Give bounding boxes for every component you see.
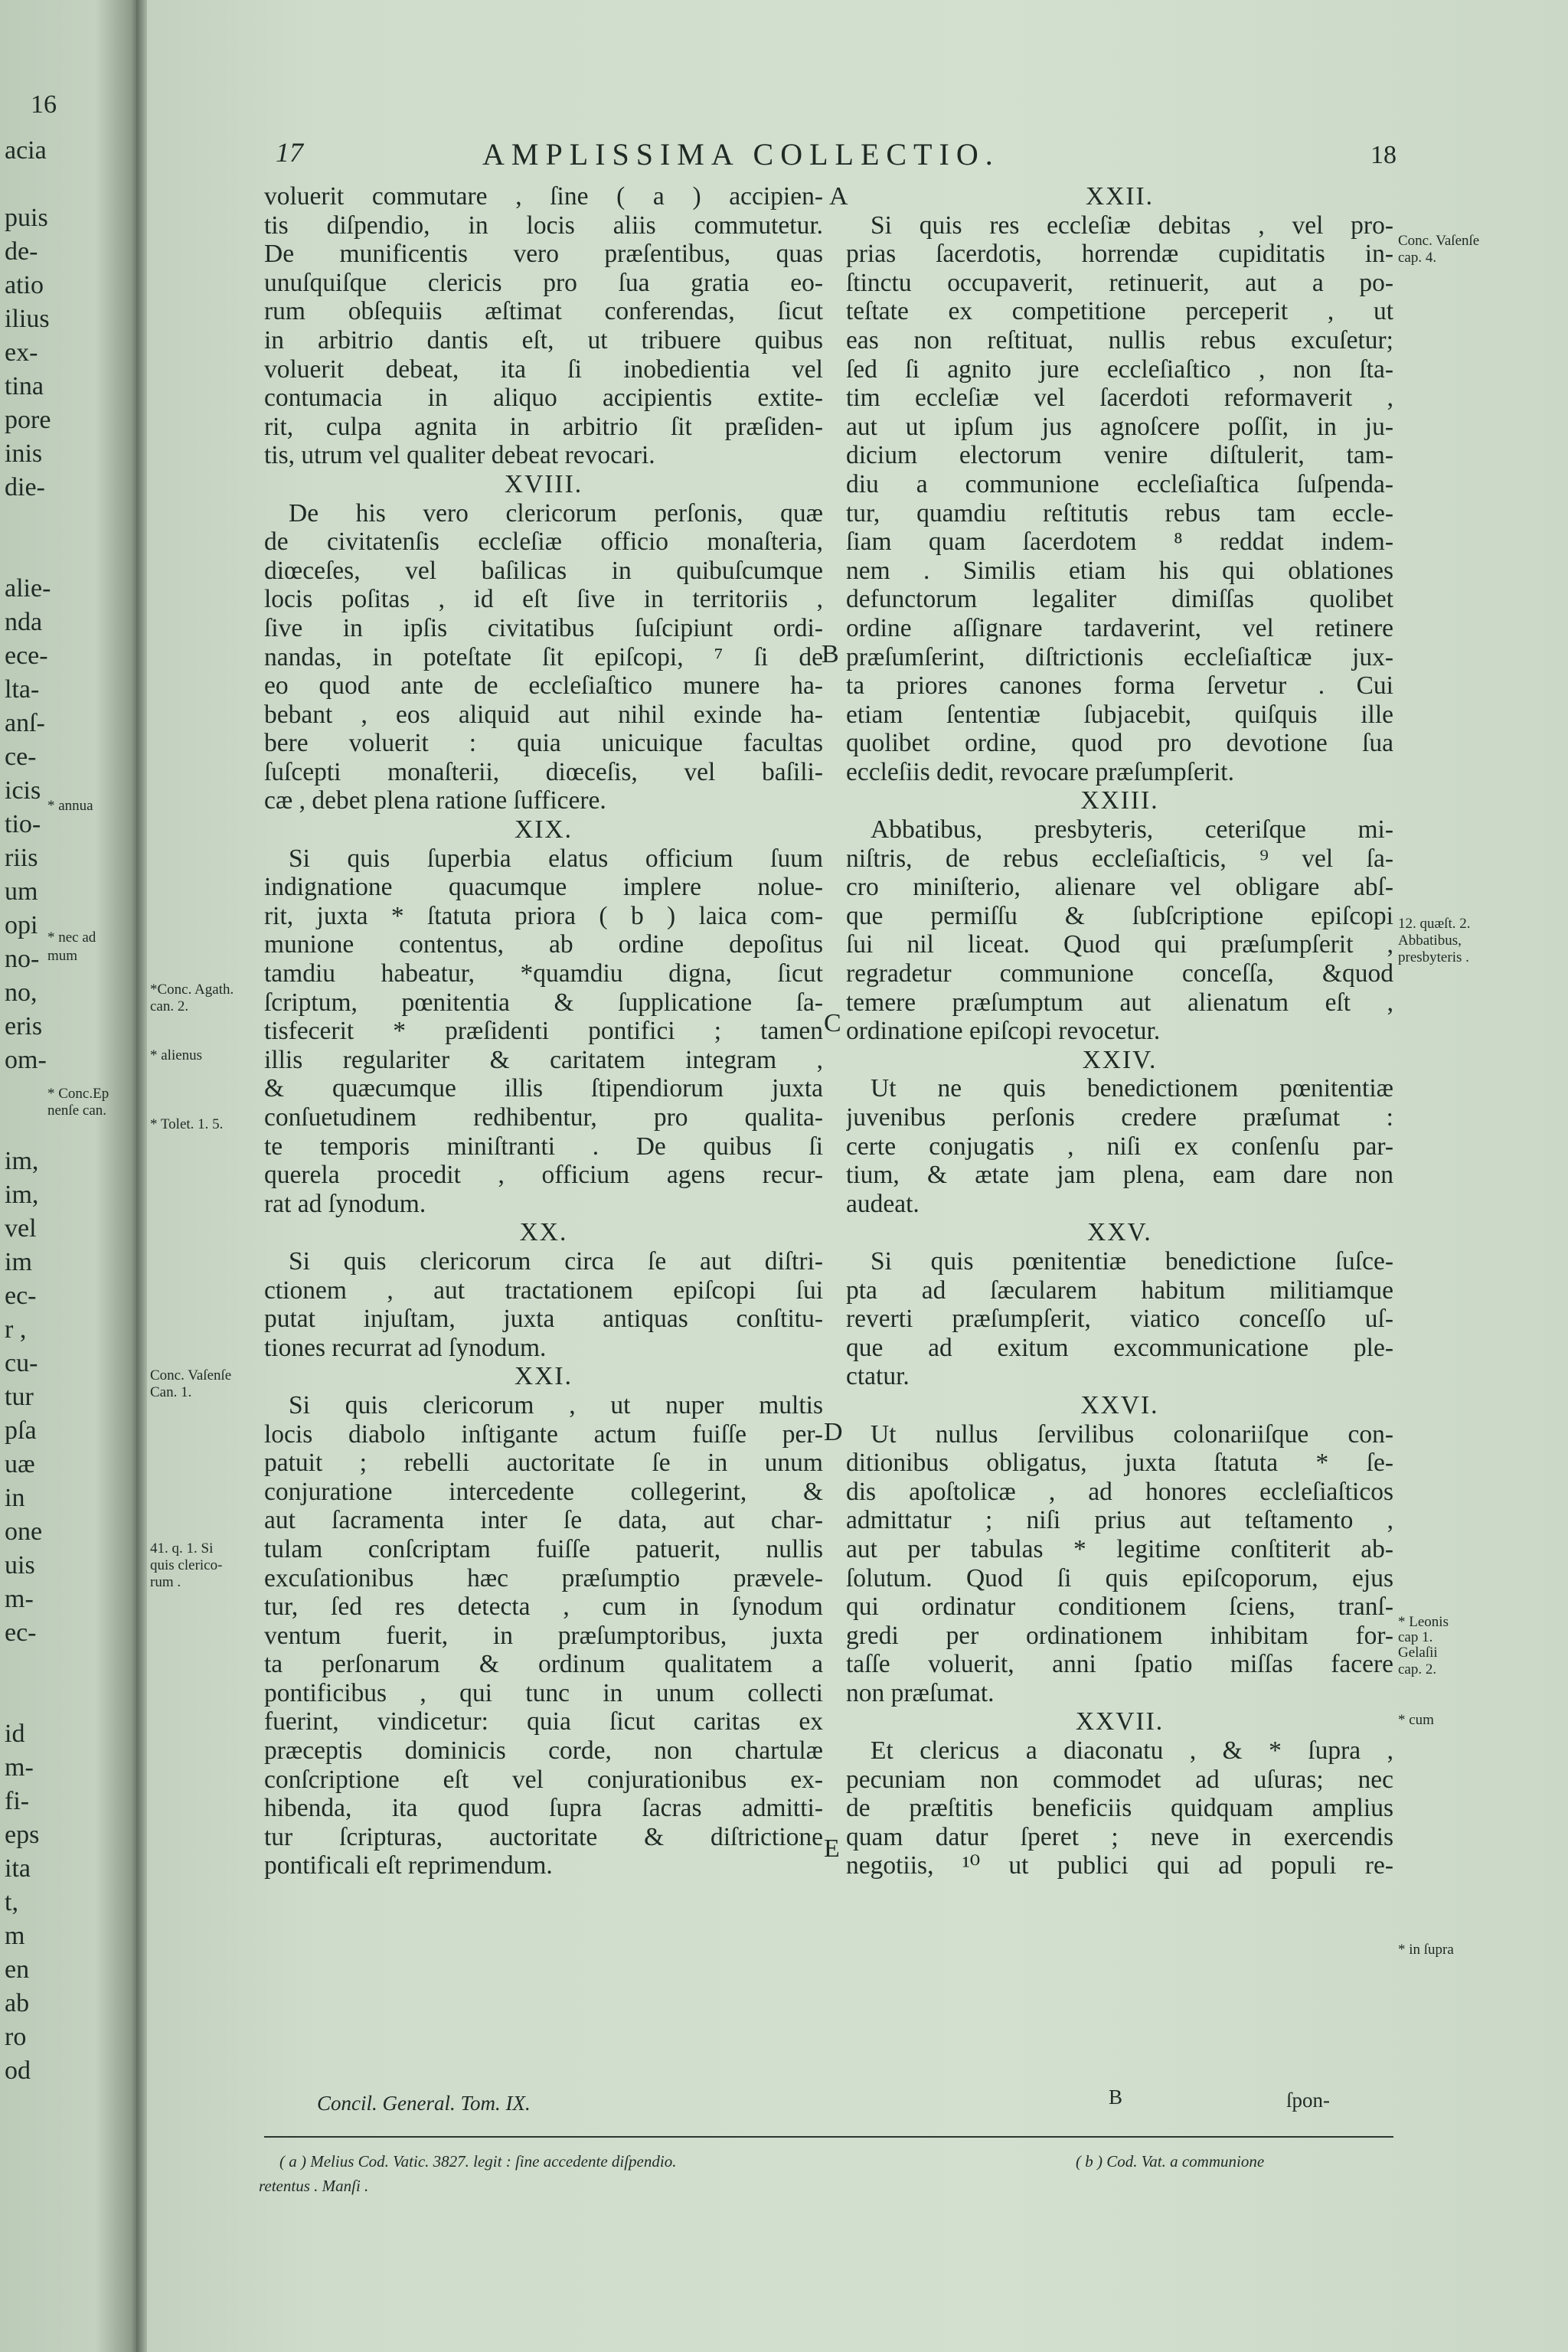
text-line: tiones recurrat ad ſynodum. [264,1333,547,1362]
canon-heading: XXVII. [1075,1707,1165,1736]
canon-heading: XX. [519,1218,568,1247]
text-line: conſcriptione eſt vel conjurationibus ex- [264,1765,823,1794]
left-page-fragment: im [5,1248,32,1276]
text-line: ſtinctu occupaverit, retinuerit, aut a po- [846,268,1393,297]
text-column-right [846,182,1393,1880]
text-line: tis diſpendio, in locis aliis commutetur. [264,211,823,240]
text-line: pontificibus , qui tunc in unum collecti [264,1678,823,1707]
footnote-a-continued: retentus . Manſi . [259,2177,369,2195]
text-line: bere voluerit : quia unicuique facultas [264,729,823,758]
text-line: certe conjugatis , niſi ex conſenſu par- [846,1132,1393,1161]
text-line: diu a communione eccleſiaſtica ſuſpenda- [846,469,1393,498]
text-line: prias ſacerdotis, horrendæ cupiditatis in- [846,240,1393,269]
text-line: que ad exitum excommunicatione ple- [846,1333,1393,1362]
margin-note: * in ſupra [1398,1942,1454,1958]
text-line: tamdiu habeatur, *quamdiu digna, ſicut [264,959,823,988]
left-page-fragment: eris [5,1012,43,1040]
margin-note: Conc. Vaſenſe [1398,233,1480,249]
left-page-fragment: om- [5,1046,47,1074]
text-line: nem . Similis etiam his qui oblationes [846,556,1393,585]
text-line: præceptis dominicis corde, non chartulæ [264,1736,823,1766]
text-line: ditionibus obligatus, juxta ſtatuta * ſe- [846,1449,1393,1478]
text-line: indignatione quacumque implere nolue- [264,873,823,902]
text-line: tulam conſcriptam fuiſſe patuerit, nullis [264,1534,823,1563]
page-title: AMPLISSIMA COLLECTIO. [482,137,1000,172]
text-line: tis, utrum vel qualiter debeat revocari. [264,441,655,470]
left-page-fragment: ece- [5,642,48,670]
text-line: Si quis res eccleſiæ debitas , vel pro- [871,211,1393,240]
margin-note: *Conc. Agath. [150,982,234,998]
margin-note: cap 1. [1398,1629,1433,1645]
text-line: teſtate ex competitione perceperit , ut [846,297,1393,326]
text-line: ventum fuerit, in præſumptoribus, juxta [264,1621,823,1650]
text-line: & quæcumque illis ſtipendiorum juxta [264,1074,823,1103]
text-line: Ut nullus ſervilibus colonariiſque con- [871,1419,1393,1449]
text-line: putat injuſtam, juxta antiquas conſtitu- [264,1305,823,1334]
text-line: illis regulariter & caritatem integram , [264,1045,823,1074]
text-line: tur, quamdiu reſtitutis rebus tam eccle- [846,498,1393,528]
left-page-fragment: m [5,1922,25,1950]
section-letter-d: D [824,1418,843,1446]
left-page-fragment: ec- [5,1282,37,1310]
left-page-margin-note: nenſe can. [47,1102,107,1119]
canon-heading: XXI. [514,1362,573,1391]
text-line: pontificali eſt reprimendum. [264,1851,553,1880]
left-page-fragment: pore [5,406,51,434]
text-line: ctatur. [846,1362,910,1391]
left-page-fragment: m- [5,1585,34,1613]
text-line: Abbatibus, presbyteris, ceteriſque mi- [871,815,1393,844]
page-header [276,136,1409,182]
left-page-fragment: inis [5,439,43,468]
margin-note: Abbatibus, [1398,933,1462,949]
text-line: ſui nil liceat. Quod qui præſumpſerit , [846,930,1393,959]
text-line: Si quis ſuperbia elatus officium ſuum [289,844,823,873]
canon-heading: XIX. [514,815,573,844]
text-line: niſtris, de rebus eccleſiaſticis, ⁹ vel ſa- [846,844,1393,873]
margin-note: Can. 1. [150,1384,192,1400]
text-line: rat ad ſynodum. [264,1189,426,1218]
section-letter-c: C [824,1009,841,1037]
text-line: præſumſerint, diſtrictionis eccleſiaſticæ jux- [846,642,1393,671]
margin-note: can. 2. [150,998,189,1014]
left-page-fragment: alie- [5,574,51,603]
canon-heading: XXII. [1085,182,1155,211]
left-page-fragment: icis [5,776,41,805]
footer-signature: B [1109,2086,1123,2109]
margin-note: presbyteris . [1398,949,1469,965]
text-line: hibenda, ita quod ſupra ſacras admitti- [264,1794,823,1823]
left-page-fragment: ex- [5,338,38,367]
footer-catchword: ſpon- [1286,2089,1330,2112]
left-page-number: 16 [31,90,57,119]
left-page-fragment: no, [5,978,38,1007]
text-line: tium, & ætate jam plena, eam dare non [846,1161,1393,1190]
canon-heading: XXVI. [1080,1390,1159,1419]
text-line: conſuetudinem redhibentur, pro qualita- [264,1103,823,1132]
left-page-margin-note: * nec ad [47,929,96,946]
text-line: tisfecerit * præſidenti pontifici ; tamen [264,1017,823,1046]
text-line: ſiam quam ſacerdotem ⁸ reddat indem- [846,528,1393,557]
text-line: pta ad ſæcularem habitum militiamque [846,1276,1393,1305]
left-page-fragment: ita [5,1854,31,1883]
margin-note: cap. 4. [1398,250,1437,266]
text-line: ordine aſſignare tardaverint, vel retinere [846,613,1393,642]
page-number-right: 18 [1370,141,1396,169]
text-line: gredi per ordinationem inhibitam for- [846,1621,1393,1650]
left-page-fragment: puis [5,204,48,232]
left-page-fragment: acia [5,136,47,165]
text-line: aut ut ipſum jus agnoſcere poſſit, in ju- [846,412,1393,441]
page-number-left: 17 [276,137,303,168]
text-line: taſſe voluerit, anni ſpatio miſſas facere [846,1650,1393,1679]
left-page-fragment: m- [5,1753,34,1782]
text-line: Et clericus a diaconatu , & * ſupra , [871,1736,1393,1766]
text-line: rit, culpa agnita in arbitrio ſit præſiden- [264,412,823,441]
section-letter-e: E [824,1834,840,1863]
left-page-margin-note: * annua [47,798,93,814]
margin-note: 12. quæſt. 2. [1398,916,1471,932]
text-line: negotiis, ¹⁰ ut publici qui ad populi re- [846,1851,1393,1880]
text-line: admittatur ; niſi prius aut teſtamento , [846,1506,1393,1535]
text-line: quam datur ſperet ; neve in exercendis [846,1822,1393,1851]
section-letter-b: B [822,640,839,668]
text-line: tim eccleſiæ vel ſacerdoti reformaverit , [846,384,1393,413]
left-page-fragment: cu- [5,1349,38,1377]
book-gutter [136,0,147,2352]
text-line: etiam ſententiæ ſubjacebit, quiſquis ille [846,700,1393,729]
text-line: defunctorum legaliter dimiſſas quolibet [846,585,1393,614]
text-line: patuit ; rebelli auctoritate ſe in unum [264,1449,823,1478]
text-line: ctionem , aut tractationem epiſcopi ſui [264,1276,823,1305]
text-column-left [264,182,823,1880]
text-line: Si quis clericorum circa ſe aut diſtri- [289,1246,823,1276]
text-line: nandas, in poteſtate ſit epiſcopi, ⁷ ſi de [264,642,823,671]
text-line: munione contentus, ab ordine depoſitus [264,930,823,959]
text-line: que permiſſu & ſubſcriptione epiſcopi [846,901,1393,930]
text-line: Ut ne quis benedictionem pœnitentiæ [871,1074,1393,1103]
footnote-rule [264,2136,1393,2138]
footer-volume: Concil. General. Tom. IX. [317,2092,531,2115]
left-page-fragment: im, [5,1181,39,1209]
footnote-a: ( a ) Melius Cod. Vatic. 3827. legit : ſine accedente diſpendio. [279,2152,677,2171]
left-page-fragment: atio [5,271,44,299]
canon-heading: XXIII. [1080,786,1159,815]
left-page-fragment: nda [5,608,43,636]
text-line: temere præſumptum aut alienatum eſt , [846,988,1393,1017]
text-line: quolibet ordine, quod pro devotione ſua [846,729,1393,758]
text-line: ſcriptum, pœnitentia & ſupplicatione ſa- [264,988,823,1017]
left-page-fragment: ce- [5,743,37,771]
left-page-fragment: od [5,2056,31,2085]
left-page-fragment: en [5,1955,30,1984]
text-line: voluerit debeat, ita ſi inobedientia vel [264,354,823,384]
left-page-fragment: ab [5,1989,30,2017]
left-page-fragment: ilius [5,305,50,333]
text-line: audeat. [846,1189,920,1218]
left-page-margin-note: mum [47,948,78,964]
margin-note: rum . [150,1574,181,1590]
margin-note: * Leonis [1398,1614,1449,1630]
left-page-fragment: id [5,1720,25,1748]
margin-note: Conc. Vaſenſe [150,1367,232,1383]
text-line: locis poſitas , id eſt ſive in territoriis , [264,585,823,614]
text-line: Si quis clericorum , ut nuper multis [289,1390,823,1419]
left-page-fragment: no- [5,945,40,973]
text-line: fuerint, vindicetur: quia ſicut caritas ex [264,1707,823,1736]
text-line: regradetur communione conceſſa, &quod [846,959,1393,988]
text-line: rum obſequiis æſtimat conferendas, ſicut [264,297,823,326]
left-page-fragment: t, [5,1888,18,1916]
text-line: ſed ſi agnito jure eccleſiaſtico , non ſta- [846,354,1393,384]
left-page-fragment: opi [5,911,38,939]
margin-note: * cum [1398,1712,1434,1728]
left-page-fragment: one [5,1517,43,1546]
canon-heading: XXV. [1087,1218,1152,1247]
text-line: aut ſacramenta inter ſe data, aut char- [264,1506,823,1535]
text-line: querela procedit , officium agens recur- [264,1161,823,1190]
margin-note: * alienus [150,1047,203,1063]
text-line: pecuniam non commodet ad uſuras; nec [846,1765,1393,1794]
text-line: ſolutum. Quod ſi quis epiſcoporum, ejus [846,1563,1393,1592]
text-line: cæ , debet plena ratione ſufficere. [264,786,606,815]
text-line: ſuſcepti monaſterii, diœceſis, vel baſili- [264,757,823,786]
left-page-fragment: eps [5,1821,40,1849]
text-line: unuſquiſque clericis pro ſua gratia eo- [264,268,823,297]
footnote-b: ( b ) Cod. Vat. a communione [1076,2152,1265,2171]
margin-note: cap. 2. [1398,1661,1437,1677]
text-line: eccleſiis dedit, revocare præſumpſerit. [846,757,1234,786]
left-page-fragment: uæ [5,1450,35,1478]
text-line: ordinatione epiſcopi revocetur. [846,1017,1161,1046]
text-line: Si quis pœnitentiæ benedictione ſuſce- [871,1246,1393,1276]
text-line: ta perſonarum & ordinum qualitatem a [264,1650,823,1679]
text-line: contumacia in aliquo accipientis extite- [264,384,823,413]
margin-note: Gelaſii [1398,1645,1438,1661]
margin-note: quis clerico- [150,1557,223,1573]
left-page-edge [0,0,136,2352]
text-line: reverti præſumpſerit, viatico conceſſo uſ- [846,1305,1393,1334]
text-line: rit, juxta * ſtatuta priora ( b ) laica com- [264,901,823,930]
left-page-fragment: um [5,877,38,906]
margin-note: * Tolet. 1. 5. [150,1116,224,1132]
margin-note: 41. q. 1. Si [150,1540,214,1557]
text-line: tur, ſed res detecta , cum in ſynodum [264,1592,823,1622]
left-page-fragment: die- [5,473,45,501]
text-line: eo quod ante de eccleſiaſtico munere ha- [264,671,823,701]
text-line: de præſtitis beneficiis quidquam amplius [846,1794,1393,1823]
left-page-fragment: fi- [5,1787,30,1815]
left-page-fragment: anſ- [5,709,45,737]
left-page-fragment: ec- [5,1619,37,1647]
text-line: bebant , eos aliquid aut nihil exinde ha- [264,700,823,729]
canon-heading: XVIII. [504,469,583,498]
text-line: diœceſes, vel baſilicas in quibuſcumque [264,556,823,585]
text-line: excuſationibus hæc præſumptio prævele- [264,1563,823,1592]
text-line: tur ſcripturas, auctoritate & diſtrictione [264,1822,823,1851]
text-line: qui ordinatur conditionem ſciens, tranſ- [846,1592,1393,1622]
canon-heading: XXIV. [1082,1045,1158,1074]
text-line: dis apoſtolicæ , ad honores eccleſiaſticos [846,1477,1393,1506]
left-page-fragment: in [5,1484,25,1512]
left-page-fragment: tur [5,1383,34,1411]
text-line: de civitatenſis eccleſiæ officio monaſteria, [264,528,823,557]
text-line: cro miniſterio, alienare vel obligare abſ- [846,873,1393,902]
text-line: conjuratione intercedente collegerint, & [264,1477,823,1506]
text-line: aut per tabulas * legitime conſtiterit ab- [846,1534,1393,1563]
text-line: dicium electorum venire diſtulerit, tam- [846,441,1393,470]
text-line: non præſumat. [846,1678,995,1707]
left-page-fragment: pſa [5,1416,37,1445]
text-line: in arbitrio dantis eſt, ut tribuere quibus [264,325,823,354]
text-line: voluerit commutare , ſine ( a ) accipien- [264,182,823,211]
left-page-fragment: de- [5,237,38,266]
left-page-fragment: ro [5,2023,27,2051]
text-line: te temporis miniſtranti . De quibus ſi [264,1132,823,1161]
text-line: ſive in ipſis civitatibus ſuſcipiunt ordi- [264,613,823,642]
text-line: juvenibus perſonis credere præſumat : [846,1103,1393,1132]
text-line: locis diabolo inſtigante actum fuiſſe per- [264,1419,823,1449]
section-letter-a: A [829,182,848,211]
left-page-fragment: riis [5,844,38,872]
text-line: De munificentis vero præſentibus, quas [264,240,823,269]
text-line: eas non reſtituat, nullis rebus excuſetur; [846,325,1393,354]
left-page-fragment: uis [5,1551,35,1579]
left-page-fragment: tio- [5,810,41,838]
left-page-fragment: tina [5,372,44,400]
left-page-fragment: lta- [5,675,40,704]
left-page-fragment: r , [5,1315,27,1344]
left-page-fragment: im, [5,1147,39,1175]
left-page-fragment: vel [5,1214,37,1243]
left-page-margin-note: * Conc.Ep [47,1086,109,1102]
text-line: De his vero clericorum perſonis, quæ [289,498,823,528]
text-line: ta priores canones forma ſervetur . Cui [846,671,1393,701]
